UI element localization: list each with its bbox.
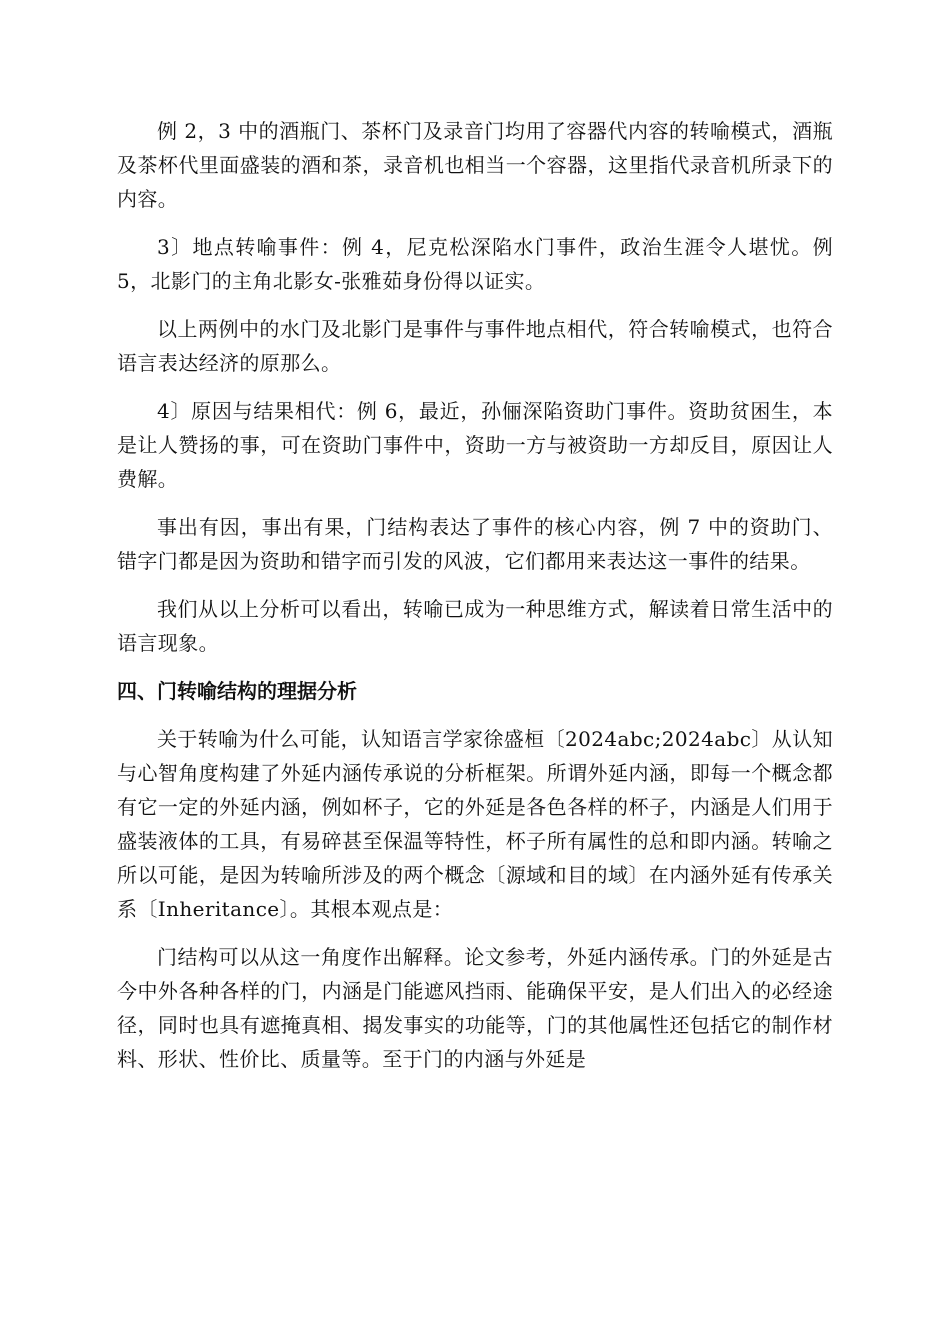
paragraph-8: 门结构可以从这一角度作出解释。论文参考，外延内涵传承。门的外延是古今中外各种各样的门，内涵是门能遮风挡雨、能确保平安，是人们出入的必经途径，同时也具有遮掩真相、揭发事实的功能等，门的其他属性还包括它的制作材料、形状、性价比、质量等。至于门的内涵与外延是: [117, 945, 833, 1071]
paragraph-3: 以上两例中的水门及北影门是事件与事件地点相代，符合转喻模式，也符合语言表达经济的原那么。: [117, 317, 833, 375]
paragraph-7: 关于转喻为什么可能，认知语言学家徐盛桓〔2024abc;2024abc〕从认知与心智角度构建了外延内涵传承说的分析框架。所谓外延内涵，即每一个概念都有它一定的外延内涵，例如杯子，它的外延是各色各样的杯子，内涵是人们用于盛装液体的工具，有易碎甚至保温等特性，杯子所有属性的总和即内涵。转喻之所以可能，是因为转喻所涉及的两个概念〔源域和目的域〕在内涵外延有传承关系〔Inheritance〕。其根本观点是：: [117, 727, 833, 921]
document-page: [117, 114, 833, 1090]
section-heading: 四、门转喻结构的理据分析: [117, 679, 357, 703]
paragraph-2: 3〕地点转喻事件：例 4，尼克松深陷水门事件，政治生涯令人堪忧。例 5，北影门的主角北影女-张雅茹身份得以证实。: [117, 235, 833, 293]
paragraph-4: 4〕原因与结果相代：例 6，最近，孙俪深陷资助门事件。资助贫困生，本是让人赞扬的事，可在资助门事件中，资助一方与被资助一方却反目，原因让人费解。: [117, 399, 833, 491]
paragraph-5: 事出有因，事出有果，门结构表达了事件的核心内容，例 7 中的资助门、错字门都是因为资助和错字而引发的风波，它们都用来表达这一事件的结果。: [117, 515, 833, 573]
paragraph-6: 我们从以上分析可以看出，转喻已成为一种思维方式，解读着日常生活中的语言现象。: [117, 597, 833, 655]
paragraph-1: 例 2，3 中的酒瓶门、茶杯门及录音门均用了容器代内容的转喻模式，酒瓶及茶杯代里面盛装的酒和茶，录音机也相当一个容器，这里指代录音机所录下的内容。: [117, 119, 833, 211]
